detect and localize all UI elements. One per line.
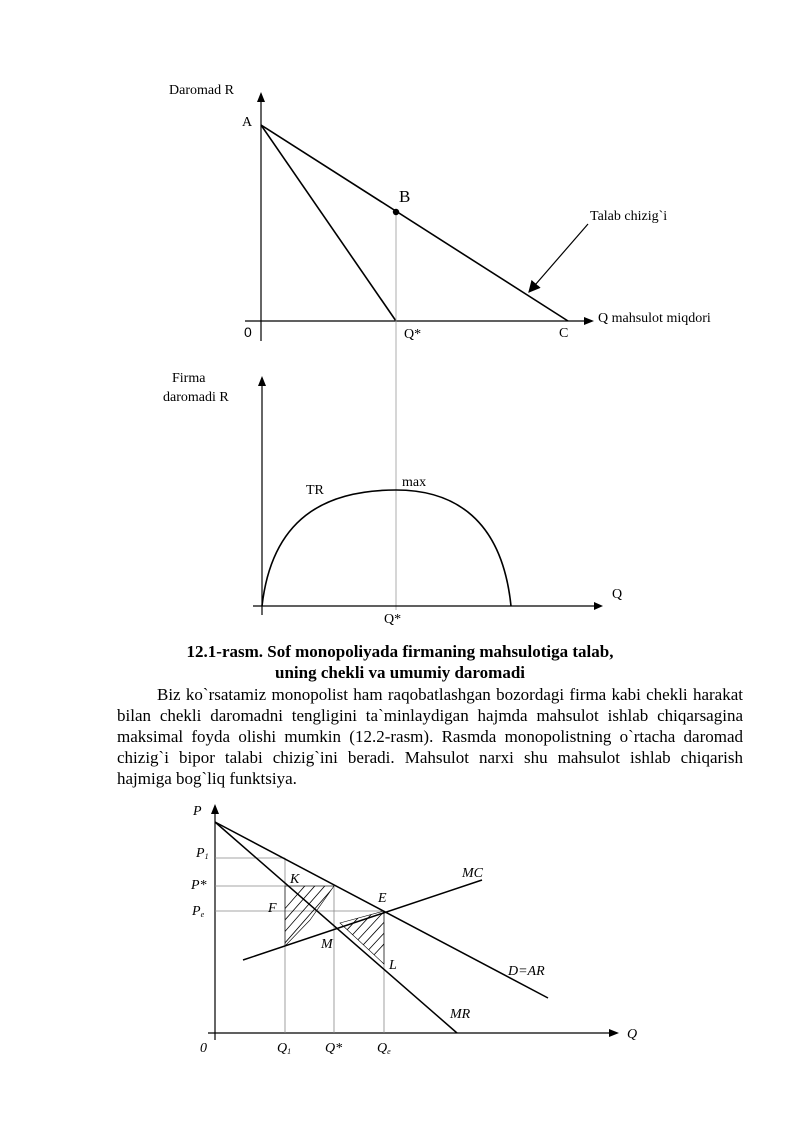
point-a-label: A [242,115,253,130]
point-c-label: C [559,326,569,341]
l-label: L [389,958,397,973]
tr-curve [262,490,511,606]
p-axis-label: P [193,804,202,819]
demand-figure [169,83,711,610]
guide-lines [215,858,384,1033]
tr-y-label-2: daromadi R [163,390,229,405]
body-paragraph [117,684,743,789]
tr-max-label: max [402,475,427,490]
mc-line [243,880,482,960]
y-axis-arrow [257,92,265,102]
tr-y-axis-arrow [258,376,266,386]
d-ar-label: D=AR [508,964,545,979]
m-label: M [321,937,333,952]
demand-line [261,125,568,321]
f-label: F [268,901,277,916]
e-label: E [378,891,387,906]
q-star-label-2: Q* [325,1041,343,1056]
origin-label: 0 [244,324,252,340]
demand-line-label: Talab chizig`i [590,209,668,224]
demand-pointer-arrow [529,224,588,292]
q1-label: Q1 [277,1041,292,1056]
p1-label: P1 [196,846,209,861]
mr-line [215,822,457,1033]
tr-y-label-1: Firma [172,371,206,386]
p-axis-arrow [211,804,219,814]
y-axis-label: Daromad R [169,83,234,98]
monopoly-profit-figure [190,804,637,1056]
tr-x-label: Q [612,587,623,602]
q-axis-arrow [609,1029,619,1037]
tr-x-axis-arrow [594,602,603,610]
point-b-dot [393,209,399,215]
pe-label: Pe [192,904,205,919]
q-star-label: Q* [404,327,422,342]
figure-caption [0,641,800,683]
k-label: K [290,872,300,887]
caption-line-1: 12.1-rasm. Sof monopoliyada firmaning mahsulotiga talab, [186,642,614,661]
mc-label: MC [462,866,483,881]
q-axis-label: Q [627,1027,638,1042]
tr-curve-label: TR [306,483,324,498]
x-axis-arrow [584,317,594,325]
x-axis-label: Q mahsulot miqdori [598,311,711,326]
demand-ar-line [215,822,548,998]
mr-label: MR [450,1007,471,1022]
point-b-label: B [399,187,411,206]
total-revenue-figure [163,371,622,627]
tr-q-star-label: Q* [384,612,402,627]
paragraph-text: Biz ko`rsatamiz monopolist ham raqobatlashgan bozordagi firma kabi chekli harakat bilan chekli daromadni tengligini ta`minlaydigan hajmda mahsulot ishlab chiqarsagina maksimal foyda olishi mumkin (12.2-rasm). Rasmda monopolistning o`rtacha daromad chizig`i bipor talabi chizig`ini beradi. Mahsulot narxi shu mahsulot ishlab chiqarish hajmiga bog`liq funktsiya. [117,685,743,788]
caption-line-2: uning chekli va umumiy daromadi [274,663,526,682]
marginal-revenue-line [261,125,396,321]
qe-label: Qe [377,1041,391,1056]
origin-label-2: 0 [200,1041,207,1056]
p-star-label: P* [191,878,207,893]
